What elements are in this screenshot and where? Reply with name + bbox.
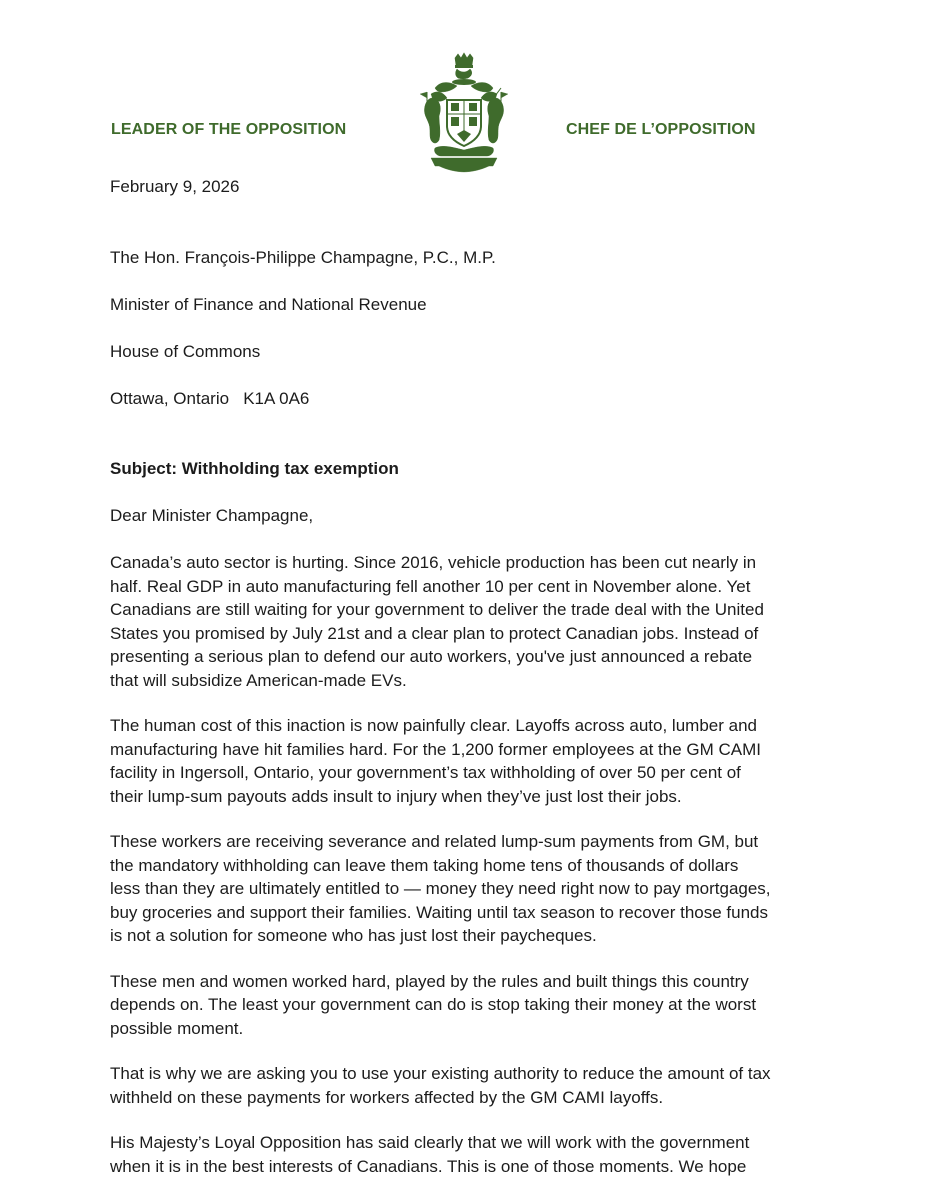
letter-date: February 9, 2026 — [110, 177, 240, 196]
letter-paragraph: That is why we are asking you to use your existing authority to reduce the amount of tax withheld on these payments for workers affected by the GM CAMI layoffs. — [110, 1064, 771, 1107]
letterhead-title-french: CHEF DE L’OPPOSITION — [566, 121, 756, 138]
recipient-line: Ottawa, Ontario K1A 0A6 — [110, 389, 310, 408]
letter-subject: Subject: Withholding tax exemption — [110, 459, 399, 478]
recipient-line: Minister of Finance and National Revenue — [110, 295, 427, 314]
recipient-line: The Hon. François-Philippe Champagne, P.C., M.P. — [110, 248, 496, 267]
letter-paragraph: His Majesty’s Loyal Opposition has said clearly that we will work with the government when it is in the best interests of Canadians. This is one of those moments. We hope — [110, 1133, 750, 1176]
letter-body — [110, 175, 830, 1178]
letter-salutation: Dear Minister Champagne, — [110, 505, 314, 525]
recipient-line: House of Commons — [110, 342, 261, 361]
coat-of-arms-icon — [417, 52, 511, 174]
letter-paragraph: These men and women worked hard, played by the rules and built things this country depends on. The least your government can do is stop taking their money at the worst possible moment. — [110, 971, 757, 1038]
letter-paragraph: The human cost of this inaction is now painfully clear. Layoffs across auto, lumber and manufacturing have hit families hard. For the 1,200 former employees at the GM CAMI facility in Ingersoll, Ontario, your government’s tax withholding of over 50 per cent of their lump-sum payouts adds insult to injury when they’ve just lost their jobs. — [110, 716, 762, 806]
letter-paragraph: Canada’s auto sector is hurting. Since 2016, vehicle production has been cut nearly in half. Real GDP in auto manufacturing fell another 10 per cent in November alone. Yet Canadians are still waiting for your government to deliver the trade deal with the United States you promised by July 21st and a clear plan to protect Canadian jobs. Instead of presenting a serious plan to defend our auto workers, you've just announced a rebate that will subsidize American-made EVs. — [110, 553, 764, 690]
letter-paragraph: These workers are receiving severance and related lump-sum payments from GM, but the mandatory withholding can leave them taking home tens of thousands of dollars less than they are ultimately entitled to — money they need right now to pay mortgages, buy groceries and support their families. Waiting until tax season to recover those funds is not a solution for someone who has just lost their paycheques. — [110, 832, 771, 945]
letterhead — [0, 0, 927, 175]
letterhead-title-english: LEADER OF THE OPPOSITION — [111, 121, 347, 138]
recipient-address — [110, 223, 830, 435]
